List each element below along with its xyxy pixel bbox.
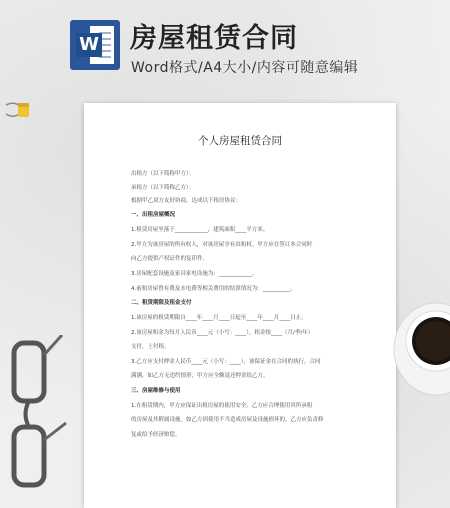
section-heading: 二、租赁期限及租金支付: [131, 300, 192, 306]
doc-line: 复或给予经济赔偿。: [131, 432, 181, 438]
doc-line: 的房屋及其附属设施。如乙方因使用不当造成房屋及设施损坏的，乙方应负责修: [131, 417, 324, 423]
section-heading: 一、出租房屋概况: [131, 212, 176, 218]
word-doc-icon-letter: W: [76, 33, 102, 57]
doc-line: 根据甲乙双方友好协商，达成以下租房协议：: [131, 198, 242, 204]
doc-line: 向乙方提供产权证件的复印件。: [131, 256, 209, 262]
doc-line: 2.该房屋租金为每月人民币____元（小写：____），租金按____（月/季/年）: [131, 330, 314, 336]
coffee-cup-icon: [392, 297, 450, 397]
doc-line: 3.乙方应支付押金人民币____元（小写：____），该保证金在合同的执行，合同: [131, 359, 321, 365]
eyeglasses-icon: [0, 335, 70, 505]
banner-header: [0, 0, 450, 90]
document-page: [84, 103, 396, 508]
page-title: 房屋租赁合同: [130, 23, 298, 54]
doc-line: 2.甲方为该房屋的所有权人，对该房屋享有出租权。甲方应在签订本合同时: [131, 242, 313, 248]
document-title: 个人房屋租赁合同: [198, 135, 282, 147]
doc-line: 1.租赁房屋坐落于____________，建筑面积____平方米。: [131, 227, 269, 233]
word-doc-icon: [70, 20, 120, 70]
doc-line: 1.该房屋的租赁期限自____年____月____日起至____年____月____日止。: [131, 315, 307, 321]
doc-line: 3.房屋配套设施及家具家电设施为：____________。: [131, 271, 258, 277]
binder-clip-icon: [4, 102, 32, 118]
doc-line: 出租方（以下简称甲方）：: [131, 171, 195, 177]
page-subtitle: Word格式/A4大小/内容可随意编辑: [131, 60, 359, 76]
doc-line: 4.前租房屋曾有费及水电费等相关费用的结算情况为：__________。: [131, 286, 296, 292]
doc-line: 1.在租赁期内，甲方应保证出租房屋的使用安全。乙方应合理使用其所承租: [131, 403, 313, 409]
doc-line: 满满，如乙方无违约情形，甲方应全额退还押金给乙方。: [131, 373, 269, 379]
section-heading: 三、房屋维修与使用: [131, 388, 181, 394]
doc-line: 承租方（以下简称乙方）：: [131, 185, 195, 191]
doc-line: 支付，上付租。: [131, 344, 170, 350]
